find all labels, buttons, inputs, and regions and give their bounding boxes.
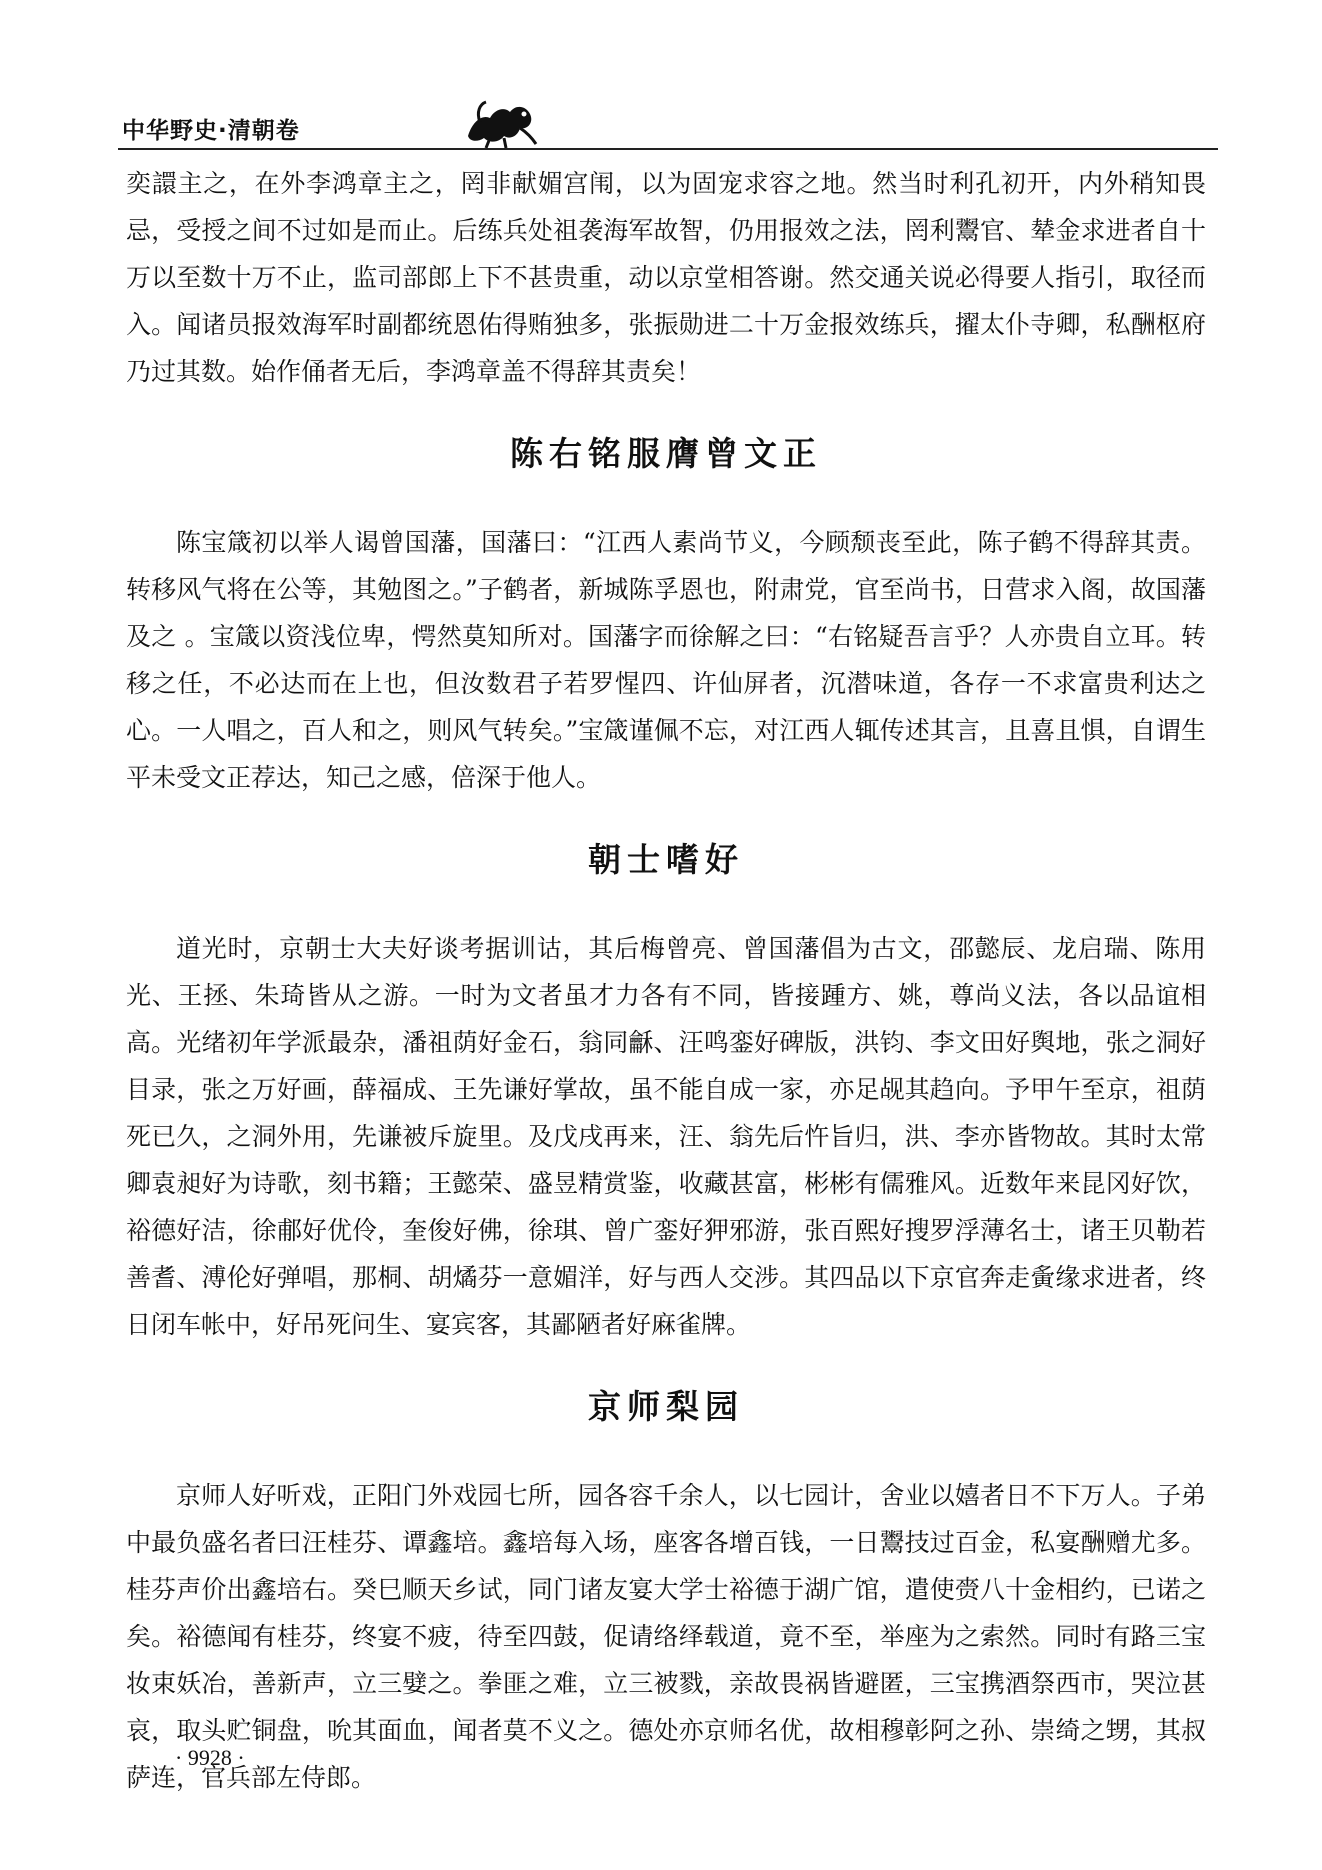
book-title: 中华野史·清朝卷: [122, 118, 300, 144]
section-title: 京师梨园: [588, 1387, 744, 1426]
section-title: 陈右铭服膺曾文正: [510, 434, 822, 473]
body-paragraph: 道光时，京朝士大夫好谈考据训诂，其后梅曾亮、曾国藩倡为古文，邵懿辰、龙启瑞、陈用光、王拯、朱琦皆从之游。一时为文者虽才力各有不同，皆接踵方、姚，尊尚义法，各以品谊相高。光绪初年学派最杂，潘祖荫好金石，翁同龢、汪鸣銮好碑版，洪钧、李文田好舆地，张之洞好目录，张之万好画，薛福成、王先谦好掌故，虽不能自成一家，亦足觇其趋向。予甲午至京，祖荫死已久，之洞外用，先谦被斥旋里。及戊戌再来，汪、翁先后忤旨归，洪、李亦皆物故。其时太常卿袁昶好为诗歌，刻书籍；王懿荣、盛昱精赏鉴，收藏甚富，彬彬有儒雅风。近数年来昆冈好饮，裕德好洁，徐郙好优伶，奎俊好佛，徐琪、曾广銮好狎邪游，张百熙好搜罗浮薄名士，诸王贝勒若善耆、溥伦好弹唱，那桐、胡燏芬一意媚洋，好与西人交涉。其四品以下京官奔走夤缘求进者，终日闭车帐中，好吊死问生、宴宾客，其鄙陋者好麻雀牌。: [126, 934, 1206, 1339]
page-content: [126, 160, 1206, 1801]
page-number: · 9928 ·: [175, 1745, 245, 1770]
running-header: [118, 92, 1218, 152]
body-paragraph: 京师人好听戏，正阳门外戏园七所，园各容千余人，以七园计，舍业以嬉者日不下万人。子弟中最负盛名者曰汪桂芬、谭鑫培。鑫培每入场，座客各增百钱，一日鬻技过百金，私宴酬赠尤多。桂芬声价出鑫培右。癸巳顺天乡试，同门诸友宴大学士裕德于湖广馆，遣使赍八十金相约，已诺之矣。裕德闻有桂芬，终宴不疲，待至四鼓，促请络绎载道，竟不至，举座为之索然。同时有路三宝妆束妖冶，善新声，立三嬖之。拳匪之难，立三被戮，亲故畏祸皆避匿，三宝携酒祭西市，哭泣甚哀，取头贮铜盘，吮其面血，闻者莫不义之。德处亦京师名优，故相穆彰阿之孙、崇绮之甥，其叔萨连，官兵部左侍郎。: [126, 1481, 1206, 1792]
section-title: 朝士嗜好: [588, 840, 744, 879]
body-paragraph: 陈宝箴初以举人谒曾国藩，国藩曰：“江西人素尚节义，今顾颓丧至此，陈子鹤不得辞其责。转移风气将在公等，其勉图之。”子鹤者，新城陈孚恩也，附肃党，官至尚书，日营求入阁，故国藩及之 。宝箴以资浅位卑，愕然莫知所对。国藩字而徐解之曰：“右铭疑吾言乎？人亦贵自立耳。转移之任，不必达而在上也，但汝数君子若罗惺四、许仙屏者，沉潜味道，各存一不求富贵利达之心。一人唱之，百人和之，则风气转矣。”宝箴谨佩不忘，对江西人辄传述其言，且喜且惧，自谓生平未受文正荐达，知己之感，倍深于他人。: [126, 528, 1206, 792]
header-rule: [118, 148, 1218, 150]
dragon-emblem-icon: [460, 92, 540, 150]
body-paragraph: 奕譞主之，在外李鸿章主之，罔非献媚宫闱，以为固宠求容之地。然当时利孔初开，内外稍知畏忌，受授之间不过如是而止。后练兵处祖袭海军故智，仍用报效之法，罔利鬻官、辇金求进者自十万以至数十万不止，监司部郎上下不甚贵重，动以京堂相答谢。然交通关说必得要人指引，取径而入。闻诸员报效海军时副都统恩佑得贿独多，张振勋进二十万金报效练兵，擢太仆寺卿，私酬枢府乃过其数。始作俑者无后，李鸿章盖不得辞其责矣！: [126, 169, 1206, 386]
